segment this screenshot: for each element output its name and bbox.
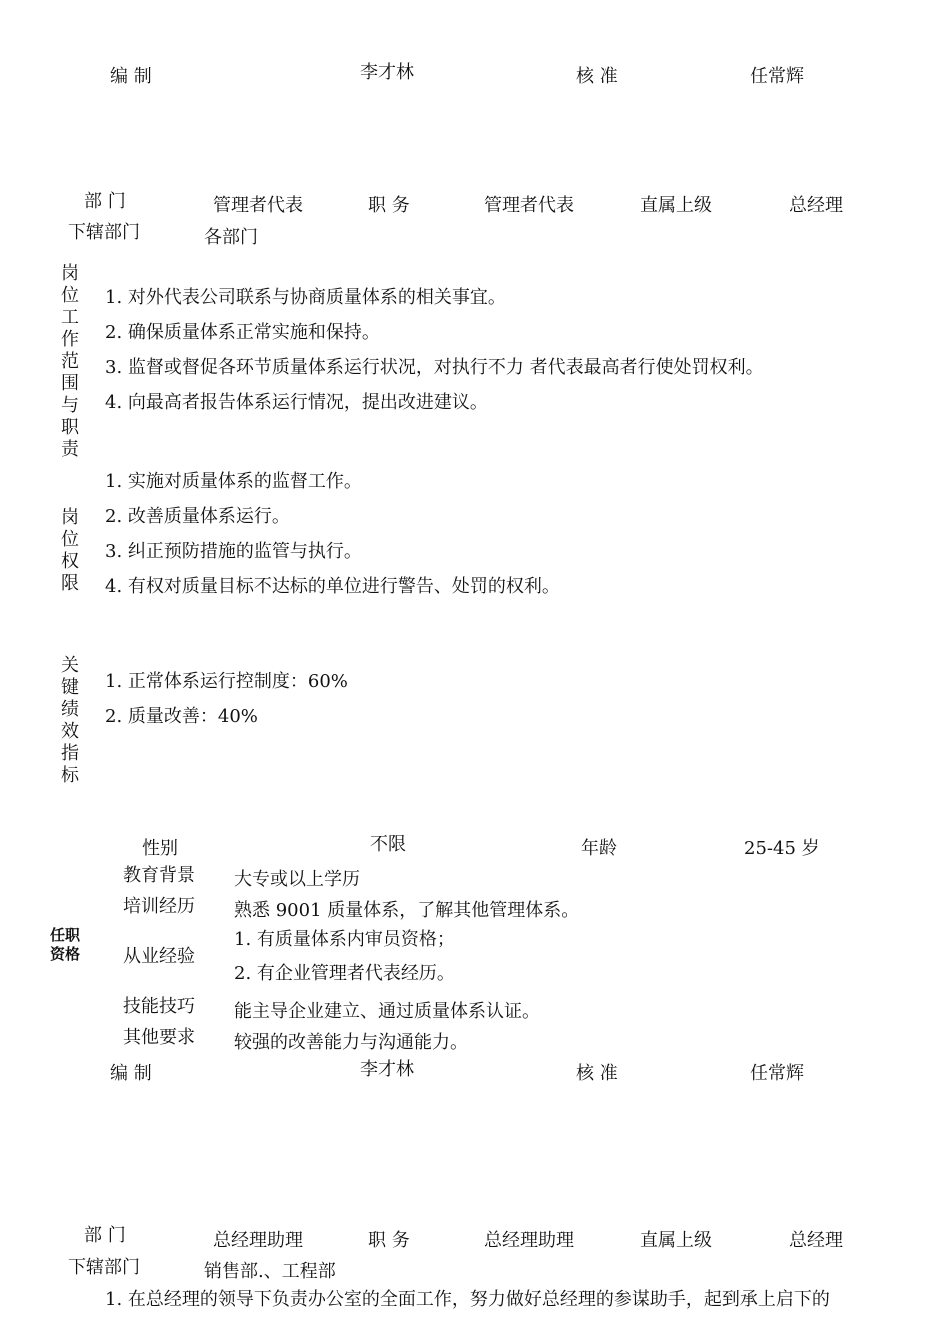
label-position: 职 务	[368, 1230, 410, 1251]
label-training: 培训经历	[123, 896, 195, 917]
label-approver: 核 准	[576, 66, 618, 87]
label-department: 部 门	[84, 191, 126, 212]
position-value: 总经理助理	[484, 1230, 574, 1251]
department-value: 管理者代表	[213, 195, 303, 216]
label-compiler: 编 制	[110, 1063, 152, 1084]
label-skills: 技能技巧	[123, 996, 195, 1017]
approver-name: 任常辉	[750, 1063, 804, 1084]
label-superior: 直属上级	[640, 1230, 712, 1251]
compiler-name: 李才林	[360, 62, 414, 83]
label-gender: 性别	[142, 838, 178, 859]
label-age: 年龄	[581, 838, 617, 859]
age-value: 25-45 岁	[744, 838, 820, 859]
superior-value: 总经理	[789, 195, 843, 216]
label-department: 部 门	[84, 1225, 126, 1246]
label-position: 职 务	[368, 195, 410, 216]
education-value: 大专或以上学历	[234, 869, 360, 890]
experience-item: 1. 有质量体系内审员资格；	[234, 929, 455, 950]
label-other: 其他要求	[123, 1027, 195, 1048]
authority-label: 岗 位 权 限	[61, 507, 79, 594]
kpi-item: 2. 质量改善：40%	[105, 706, 258, 727]
skills-value: 能主导企业建立、通过质量体系认证。	[234, 1001, 540, 1022]
duty-item: 1. 对外代表公司联系与协商质量体系的相关事宜。	[105, 287, 506, 308]
duty-item: 2. 确保质量体系正常实施和保持。	[105, 322, 380, 343]
subordinate-value: 各部门	[204, 227, 258, 248]
label-superior: 直属上级	[640, 195, 712, 216]
authority-item: 2. 改善质量体系运行。	[105, 506, 290, 527]
training-value: 熟悉 9001 质量体系，了解其他管理体系。	[234, 900, 580, 921]
department-value: 总经理助理	[213, 1230, 303, 1251]
position-value: 管理者代表	[484, 195, 574, 216]
kpi-label: 关 键 绩 效 指 标	[61, 655, 79, 786]
authority-item: 1. 实施对质量体系的监督工作。	[105, 471, 362, 492]
experience-item: 2. 有企业管理者代表经历。	[234, 963, 455, 984]
kpi-item: 1. 正常体系运行控制度：60%	[105, 671, 348, 692]
gender-value: 不限	[370, 834, 406, 855]
duties-label: 岗 位 工 作 范 围 与 职 责	[61, 263, 79, 460]
label-approver: 核 准	[576, 1063, 618, 1084]
superior-value: 总经理	[789, 1230, 843, 1251]
authority-item: 4. 有权对质量目标不达标的单位进行警告、处罚的权利。	[105, 576, 560, 597]
approver-name: 任常辉	[750, 66, 804, 87]
other-value: 较强的改善能力与沟通能力。	[234, 1032, 468, 1053]
duty-item: 4. 向最高者报告体系运行情况，提出改进建议。	[105, 392, 488, 413]
duty-item: 3. 监督或督促各环节质量体系运行状况，对执行不力 者代表最高者行使处罚权利。	[105, 357, 764, 378]
label-education: 教育背景	[123, 865, 195, 886]
label-experience: 从业经验	[123, 946, 195, 967]
authority-item: 3. 纠正预防措施的监管与执行。	[105, 541, 362, 562]
label-subordinate: 下辖部门	[68, 222, 140, 243]
compiler-name: 李才林	[360, 1059, 414, 1080]
qualifications-label: 任职 资格	[50, 926, 81, 963]
label-subordinate: 下辖部门	[68, 1257, 140, 1278]
label-compiler: 编 制	[110, 66, 152, 87]
subordinate-value: 销售部.、工程部	[204, 1261, 336, 1282]
duty-item: 1. 在总经理的领导下负责办公室的全面工作，努力做好总经理的参谋助手，起到承上启下的	[105, 1289, 830, 1310]
